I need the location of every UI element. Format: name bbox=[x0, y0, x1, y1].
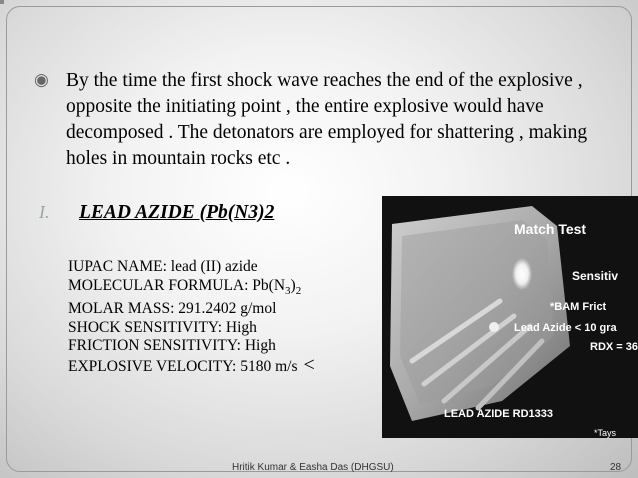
molecular-formula: MOLECULAR FORMULA: $Pb(N_3)_2$ bbox=[68, 276, 302, 297]
corner-mark bbox=[0, 0, 4, 4]
footer-credit: Hritik Kumar & Easha Das (DHGSU) bbox=[232, 462, 394, 473]
bullet-icon: ◉ bbox=[34, 70, 49, 89]
photo-caption: LEAD AZIDE RD1333 bbox=[444, 408, 554, 420]
bullet-paragraph bbox=[34, 68, 594, 172]
bullet-text: By the time the first shock wave reaches the end of the explosive , opposite the initiating point , the entire explosive would have decomposed . The detonators are employed for shattering , making holes in mountain rocks etc . bbox=[66, 70, 588, 169]
photo-line-3: Lead Azide < 10 gra bbox=[514, 322, 617, 334]
photo-line-2: *BAM Frict bbox=[550, 301, 607, 313]
page-number: 28 bbox=[610, 462, 622, 473]
properties-list bbox=[68, 258, 315, 376]
photo-title: Match Test bbox=[514, 221, 587, 237]
section-heading-row bbox=[39, 202, 274, 224]
list-number: I. bbox=[39, 202, 50, 222]
photo-corner-text: *Tays bbox=[594, 428, 617, 438]
shock-sensitivity: SHOCK SENSITIVITY: High bbox=[68, 318, 257, 336]
photo-line-1: Sensitiv bbox=[572, 269, 619, 283]
photo-line-4: RDX = 36 bbox=[590, 341, 638, 353]
molar-mass: MOLAR MASS: 291.2402 g/mol bbox=[68, 300, 277, 318]
section-heading: LEAD AZIDE (Pb(N3)2 bbox=[79, 202, 275, 223]
match-test-image bbox=[382, 196, 638, 438]
match-test-photo bbox=[382, 196, 638, 438]
explosive-velocity: EXPLOSIVE VELOCITY: 5180 m/s < bbox=[68, 353, 315, 376]
iupac-name: IUPAC NAME: lead (II) azide bbox=[68, 258, 258, 275]
flame-glow bbox=[512, 258, 532, 290]
friction-sensitivity: FRICTION SENSITIVITY: High bbox=[68, 337, 276, 355]
